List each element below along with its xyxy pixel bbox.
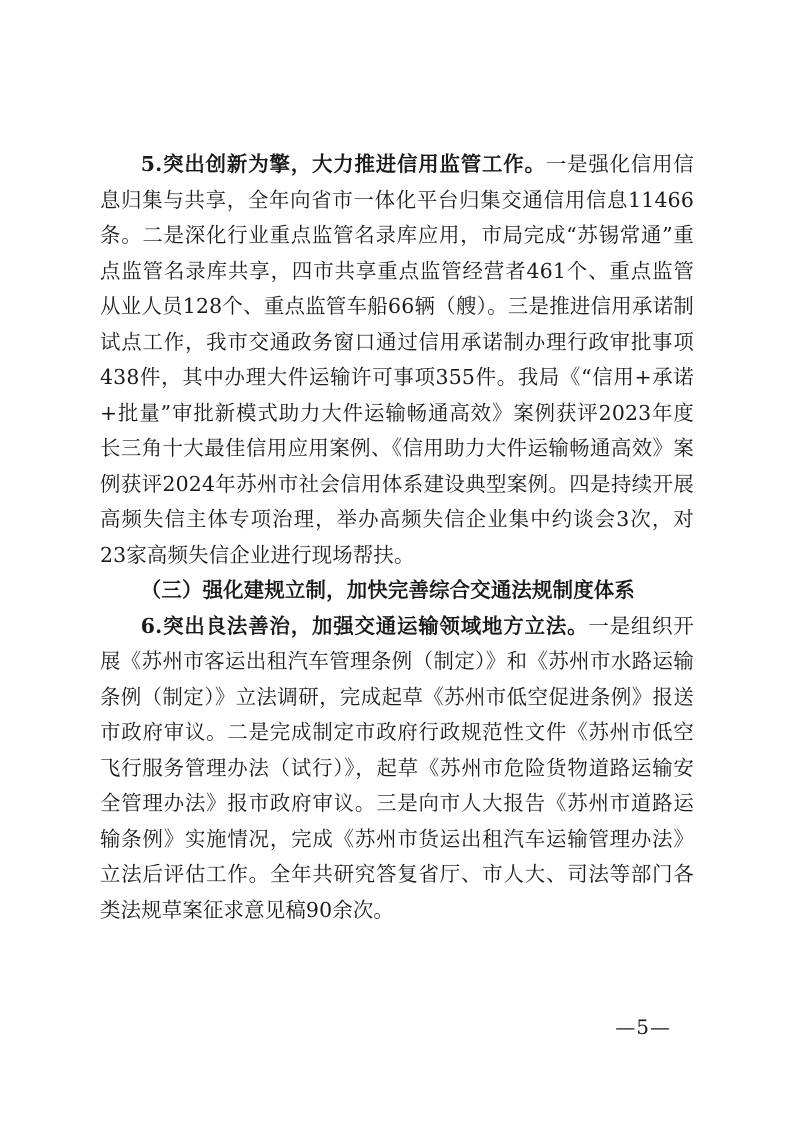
paragraph-6 [100, 609, 694, 929]
paragraph-5-body: 一是强化信用信息归集与共享，全年向省市一体化平台归集交通信用信息11466条。二是深化行业重点监管名录库应用，市局完成“苏锡常通”重点监管名录库共享，四市共享重点监管经营者461个、重点监管从业人员128个、重点监管车船66辆（艘）。三是推进信用承诺制试点工作，我市交通政务窗口通过信用承诺制办理行政审批事项438件，其中办理大件运输许可事项355件。我局《“信用+承诺+批量”审批新模式助力大件运输畅通高效》案例获评2023年度长三角十大最佳信用应用案例、《信用助力大件运输畅通高效》案例获评2024年苏州市社会信用体系建设典型案例。四是持续开展高频失信主体专项治理，举办高频失信企业集中约谈会3次，对23家高频失信企业进行现场帮扶。 [100, 152, 694, 567]
document-body [100, 147, 694, 928]
paragraph-6-body: 一是组织开展《苏州市客运出租汽车管理条例（制定）》和《苏州市水路运输条例（制定）》立法调研，完成起草《苏州市低空促进条例》报送市政府审议。二是完成制定市政府行政规范性文件《苏州市低空飞行服务管理办法（试行）》，起草《苏州市危险货物道路运输安全管理办法》报市政府审议。三是向市人大报告《苏州市道路运输条例》实施情况，完成《苏州市货运出租汽车运输管理办法》立法后评估工作。全年共研究答复省厅、市人大、司法等部门各类法规草案征求意见稿90余次。 [100, 613, 695, 922]
paragraph-6-heading: 6.突出良法善治，加强交通运输领域地方立法。 [140, 613, 589, 638]
section-3-heading: （三）强化建规立制，加快完善综合交通法规制度体系 [140, 578, 635, 602]
page-number: —5— [615, 1015, 671, 1039]
paragraph-5-heading: 5.突出创新为擎，大力推进信用监管工作。 [140, 152, 546, 176]
paragraph-5 [100, 147, 694, 573]
